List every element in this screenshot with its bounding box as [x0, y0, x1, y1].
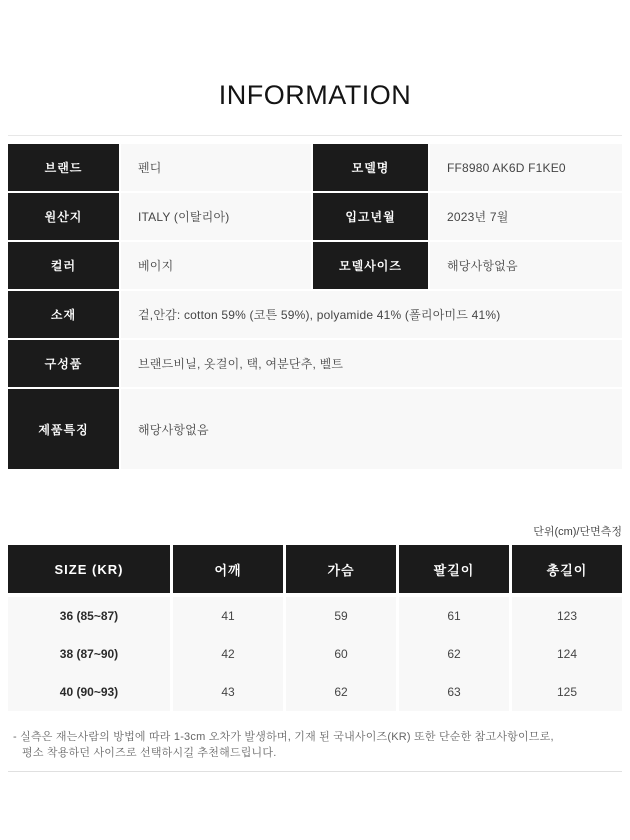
size-unit-note: 단위(cm)/단면측정: [533, 526, 622, 538]
size-cell: 62: [399, 635, 509, 673]
size-cell: 41: [173, 597, 283, 635]
info-row-material: [8, 291, 622, 338]
info-row-color-modelsize: [8, 242, 622, 289]
size-row-40: [8, 673, 622, 711]
product-info-table: [8, 144, 622, 469]
info-label-material: 소재: [8, 291, 119, 338]
info-value-material: 겉,안감: cotton 59% (코튼 59%), polyamide 41% (폴리아미드 41%): [121, 291, 622, 338]
info-label-brand: 브랜드: [8, 144, 119, 191]
info-value-features: 해당사항없음: [121, 389, 622, 469]
info-value-brand: 펜디: [121, 144, 311, 191]
size-cell: 124: [512, 635, 622, 673]
size-cell: 43: [173, 673, 283, 711]
size-cell: 36 (85~87): [8, 597, 170, 635]
size-cell: 63: [399, 673, 509, 711]
info-value-model-size: 해당사항없음: [430, 242, 622, 289]
size-cell: 61: [399, 597, 509, 635]
info-row-features: [8, 389, 622, 469]
size-cell: 62: [286, 673, 396, 711]
measurement-disclaimer: [8, 729, 622, 772]
size-cell: 60: [286, 635, 396, 673]
info-label-model-size: 모델사이즈: [313, 242, 428, 289]
info-label-color: 컬러: [8, 242, 119, 289]
info-row-origin-arrival: [8, 193, 622, 240]
info-value-components: 브랜드비닐, 옷걸이, 택, 여분단추, 벨트: [121, 340, 622, 387]
size-cell: 42: [173, 635, 283, 673]
size-cell: 59: [286, 597, 396, 635]
info-label-origin: 원산지: [8, 193, 119, 240]
title-divider: [8, 135, 622, 136]
size-col-totallength: 총길이: [512, 545, 622, 593]
disclaimer-line-1: - 실측은 재는사람의 방법에 따라 1-3cm 오차가 발생하며, 기재 된 국내사이즈(KR) 또한 단순한 참고사항이므로,: [13, 731, 554, 743]
disclaimer-line-2: 평소 착용하던 사이즈로 선택하시길 추천해드립니다.: [22, 747, 277, 759]
size-cell: 38 (87~90): [8, 635, 170, 673]
info-label-components: 구성품: [8, 340, 119, 387]
size-cell: 40 (90~93): [8, 673, 170, 711]
size-cell: 123: [512, 597, 622, 635]
size-col-sleeve: 팔길이: [399, 545, 509, 593]
size-col-shoulder: 어깨: [173, 545, 283, 593]
size-cell: 125: [512, 673, 622, 711]
page-title: INFORMATION: [218, 80, 412, 110]
info-label-model: 모델명: [313, 144, 428, 191]
info-label-arrival: 입고년월: [313, 193, 428, 240]
size-col-size: SIZE (KR): [8, 545, 170, 593]
size-table-header: [8, 545, 622, 593]
size-table-body: [0, 597, 630, 711]
info-value-arrival: 2023년 7월: [430, 193, 622, 240]
info-value-origin: ITALY (이탈리아): [121, 193, 311, 240]
size-row-38: [8, 635, 622, 673]
info-row-components: [8, 340, 622, 387]
info-label-features: 제품특징: [8, 389, 119, 469]
info-value-color: 베이지: [121, 242, 311, 289]
size-row-36: [8, 597, 622, 635]
info-row-brand-model: [8, 144, 622, 191]
size-col-chest: 가슴: [286, 545, 396, 593]
info-value-model: FF8980 AK6D F1KE0: [430, 144, 622, 191]
